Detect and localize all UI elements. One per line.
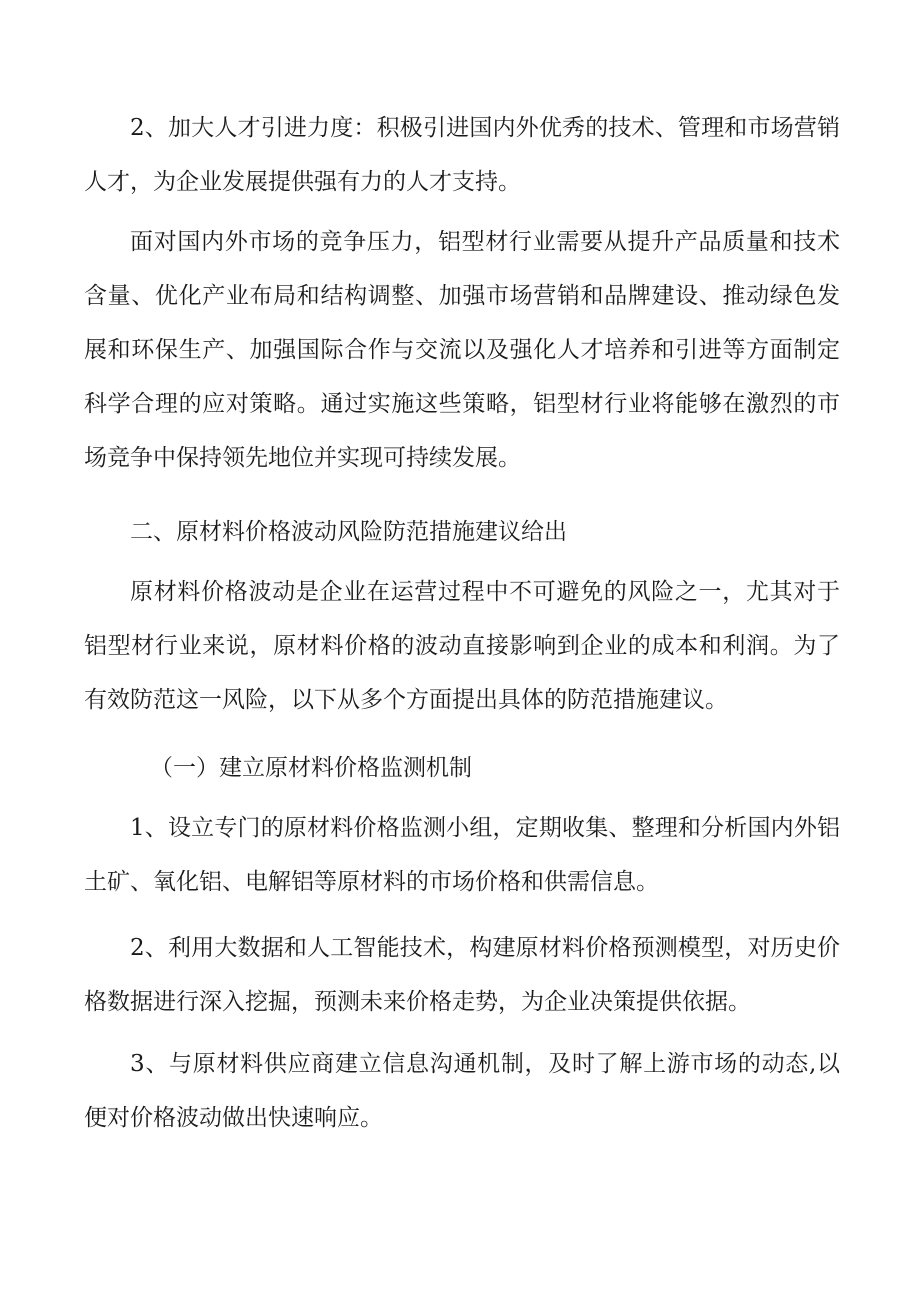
paragraph-price-fluctuation-intro: 原材料价格波动是企业在运营过程中不可避免的风险之一，尤其对于铝型材行业来说，原材料价格的波动直接影响到企业的成本和利润。为了有效防范这一风险，以下从多个方面提出具体的防范措施建议。: [84, 579, 840, 713]
list-item-supplier-communication: 3、与原材料供应商建立信息沟通机制，及时了解上游市场的动态,以便对价格波动做出快速响应。: [84, 1051, 840, 1131]
section-heading-raw-material-risk: 二、原材料价格波动风险防范措施建议给出: [130, 519, 567, 545]
subsection-heading-price-monitoring: （一）建立原材料价格监测机制: [150, 755, 472, 781]
list-item-prediction-model: 2、利用大数据和人工智能技术，构建原材料价格预测模型，对历史价格数据进行深入挖掘，预测未来价格走势，为企业决策提供依据。: [84, 935, 840, 1015]
paragraph-competition-strategy: 面对国内外市场的竞争压力，铝型材行业需要从提升产品质量和技术含量、优化产业布局和结构调整、加强市场营销和品牌建设、推动绿色发展和环保生产、加强国际合作与交流以及强化人才培养和引进等方面制定科学合理的应对策略。通过实施这些策略，铝型材行业将能够在激烈的市场竞争中保持领先地位并实现可持续发展。: [84, 229, 840, 471]
paragraph-talent-introduction: 2、加大人才引进力度：积极引进国内外优秀的技术、管理和市场营销人才，为企业发展提供强有力的人才支持。: [84, 115, 840, 195]
list-item-monitoring-group: 1、设立专门的原材料价格监测小组，定期收集、整理和分析国内外铝土矿、氧化铝、电解铝等原材料的市场价格和供需信息。: [84, 815, 840, 895]
